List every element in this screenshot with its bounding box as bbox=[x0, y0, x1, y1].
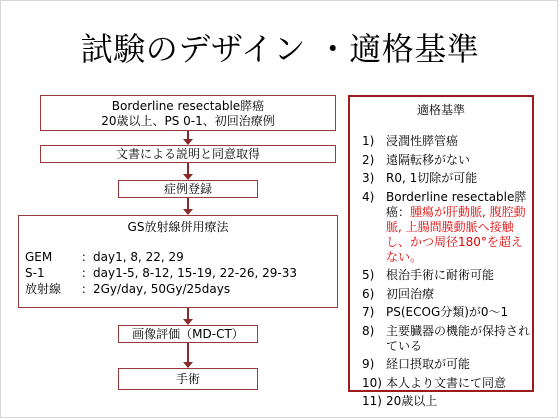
criteria-item: 5) 根治手術に耐術可能 bbox=[362, 268, 495, 282]
flow-box-imaging: 画像評価（MD-CT） bbox=[118, 325, 258, 343]
criteria-item: 2) 遠隔転移がない bbox=[362, 152, 471, 167]
flow-box-consent: 文書による説明と同意取得 bbox=[40, 145, 336, 163]
criteria-item: 1) 浸潤性膵管癌 bbox=[362, 134, 459, 148]
flow-box-surgery: 手術 bbox=[118, 368, 258, 390]
regimen-label: GEM bbox=[25, 250, 53, 264]
criteria-item: 8) 主要臓器の機能が保持されている bbox=[362, 323, 531, 353]
regimen-value: ：2Gy/day, 50Gy/25days bbox=[81, 282, 231, 296]
regimen-row-s1 bbox=[25, 266, 297, 281]
flow-box-eligibility-line2: 20歳以上、PS 0-1、初回治療例 bbox=[101, 114, 275, 128]
flow-arrow-1 bbox=[186, 131, 190, 145]
flow-box-registration: 症例登録 bbox=[118, 180, 258, 198]
slide-title: 試験のデザイン ・適格基準 bbox=[80, 30, 480, 68]
flow-arrow-2 bbox=[186, 163, 190, 180]
flow-arrow-3 bbox=[186, 198, 190, 215]
criteria-item: 4) Borderline resectable膵癌：腫瘍が肝動脈, 腹腔動脈, 上腸間膜動脈へ接触し、かつ周径180°を超えない。 bbox=[362, 189, 527, 264]
regimen-value: ：day1-5, 8-12, 15-19, 22-26, 29-33 bbox=[81, 266, 298, 280]
regimen-label: S-1 bbox=[25, 266, 45, 280]
regimen-label: 放射線 bbox=[25, 282, 62, 296]
criteria-list bbox=[362, 134, 532, 413]
criteria-item: 9) 経口摂取が可能 bbox=[362, 357, 471, 371]
flow-box-eligibility bbox=[40, 95, 336, 131]
regimen-value: ：day1, 8, 22, 29 bbox=[81, 250, 184, 264]
flow-box-eligibility-line1: Borderline resectable膵癌 bbox=[111, 99, 265, 113]
regimen-row-radiation bbox=[25, 282, 230, 297]
criteria-box bbox=[348, 95, 534, 408]
criteria-item: 10) 本人より文書にて同意 bbox=[362, 375, 507, 390]
regimen-row-gem bbox=[25, 250, 184, 265]
criteria-item: 6) 初回治療 bbox=[362, 286, 435, 301]
criteria-title: 適格基準 bbox=[416, 103, 465, 117]
criteria-item: 3) R0, 1切除が可能 bbox=[362, 171, 478, 185]
criteria-item: 11) 20歳以上 bbox=[362, 394, 438, 408]
flow-arrow-5 bbox=[186, 343, 190, 368]
criteria-highlight: 腫瘍が肝動脈, 腹腔動脈, 上腸間膜動脈へ接触し、かつ周径180°を超えない。 bbox=[386, 204, 526, 264]
flow-arrow-4 bbox=[186, 308, 190, 325]
treatment-title: GS放射線併用療法 bbox=[127, 220, 229, 234]
criteria-item: 7) PS(ECOG分類)が0～1 bbox=[362, 305, 509, 319]
flow-box-treatment bbox=[18, 215, 338, 308]
